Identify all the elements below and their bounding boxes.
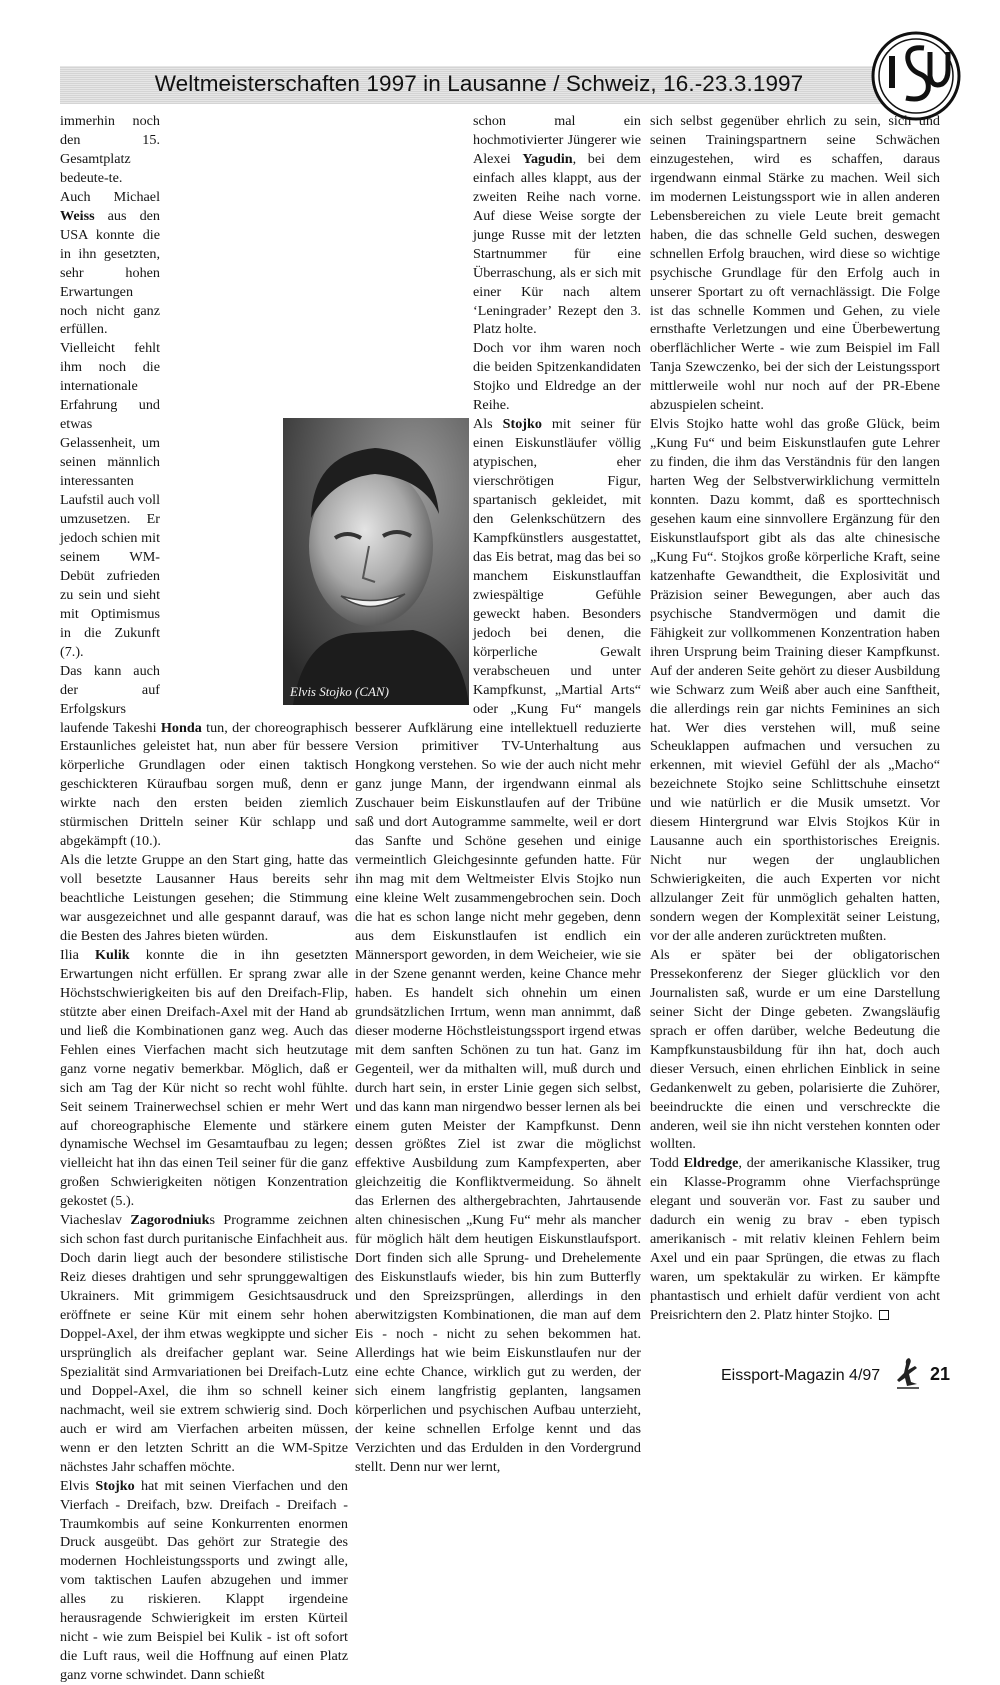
- footer-magazine: Eissport-Magazin 4/97: [721, 1367, 881, 1384]
- skater-name: Kulik: [95, 946, 130, 963]
- paragraph: schon mal ein hochmotivierter Jüngerer wie Alexei Yagudin, bei dem einfach alles klappt, aus der zweiten Reihe nach vorne. Auf diese Weise sorgte der junge Russe mit der letzten Startnummer für eine Überraschung, als er sich mit einer Kür nach altem ‘Leningrader’ Rezept den 3. Platz holte.: [473, 113, 641, 338]
- paragraph: Auch Michael Weiss aus den USA konnte die in ihn gesetzten, sehr hohen Erwartungen noch nicht ganz erfüllen. Vielleicht fehlt ihm noch die internationale Erfahrung und etwas Gelassenheit, um seinen männlich interessanten Laufstil auch voll umzusetzen. Er jedoch schien mit seinem WM-Debüt zufrieden zu sein und sieht mit Optimismus in die Zukunft (7.).: [60, 188, 160, 660]
- skater-name: Stojko: [95, 1477, 135, 1494]
- article-end-mark: [879, 1310, 889, 1320]
- photo-wrap-space: [355, 418, 467, 712]
- isu-logo: [870, 30, 962, 122]
- text-column-3: [650, 112, 940, 1325]
- paragraph: Viacheslav Zagorodniuks Programme zeichnen sich schon fast durch puritanische Einfachheit aus. Doch darin liegt auch der besondere stilistische Reiz dieses drahtigen und sehr sprunggewaltigen Ukrainers. Mit grimmigem Gesichtsausdruck eröffnete er seine Kür mit einem sehr hohen Doppel-Axel, der ihm etwas wegkippte und sicher ursprünglich als dreifacher geplant war. Seine Spezialität sind Armvariationen bei Dreifach-Lutz und Doppel-Axel, die ihm so schnell keiner nachmacht, weil sie extrem schwierig sind. Doch auch er wird am Vierfachen arbeiten müssen, wenn er den letzten Schritt an die WM-Spitze nächstes Jahr schaffen möchte.: [60, 1212, 348, 1475]
- paragraph: Elvis Stojko hatte wohl das große Glück, beim „Kung Fu“ und beim Eiskunstlaufen gute Lehrer zu finden, die ihm das Verständnis für den langen harten Weg der Selbstverwirklichung vermitteln konnten. Dazu kommt, daß es sporttechnisch gesehen kaum eine sinnvollere Ergänzung für den Eiskunstlaufsport gibt als das alte chinesische „Kung Fu“. Stojkos große körperliche Kraft, seine katzenhafte Gewandtheit, die Explosivität und Präzision seiner Bewegungen, aber auch das psychische Standvermögen und damit die Fähigkeit zur vollkommenen Konzentration haben ihren Ursprung beim Training dieser Kampfkunst. Auf der anderen Seite gehört zu dieser Ausbildung wie Schwarz zum Weiß aber auch eine Sanftheit, die allerdings rein gar nichts Feminines an sich hat. Wer dies verstehen will, muß seine Scheuklappen aufmachen und versuchen zu erkennen, mit wieviel Gefühl der als „Macho“ bezeichnete Stojko seine Schlittschuhe einsetzt und wie natürlich er die Musik umsetzt. Vor diesem Hintergrund war Elvis Stojkos Kür in Lausanne auch ein sporthistorisches Ereignis. Nicht nur wegen der unglaublichen Schwierigkeiten, die auch Experten vor nicht allzulanger Zeit für unmöglich gehalten hatten, sondern wegen der Komplexität seiner Leistung, vor der alle anderen zurücktreten mußten.: [650, 416, 940, 944]
- paragraph: Als die letzte Gruppe an den Start ging, hatte das voll besetzte Lausanner Haus bereits sehr beachtliche Leistungen gesehen; die Stimmung war ausgezeichnet und alle gespannt darauf, was die Besten des Jahres bieten würden.: [60, 852, 348, 944]
- page-number: 21: [930, 1364, 951, 1384]
- skater-name: Stojko: [502, 416, 542, 433]
- skater-logo-icon: [895, 1356, 921, 1390]
- paragraph: Als Stojko mit seiner für einen Eiskunstläufer völlig atypischen, eher vierschrötigen Figur, spartanisch gekleidet, mit den Gelenkschützern des Kampfkünstlers ausgestattet, das Eis betrat, mag das bei so manchem Eiskunstlauffan zwiespältige Gefühle geweckt haben. Besonders jedoch bei denen, die körperliche Gewalt verabscheuen und unter Kampfkunst, „Martial Arts“ oder „Kung Fu“ mangels besserer Aufklärung eine intellektuell reduzierte Version primitiver TV-Unterhaltung aus Hongkong verstehen. So wie der auch nicht mehr ganz junge Mann, der irgendwann einmal als Zuschauer beim Eiskunstlaufen auf der Tribüne saß und dort Autogramme sammelte, weil er dort das Sanfte und Schöne gesehen und einige vermeintlich Gleichgesinnte gefunden hatte. Für ihn mag mit dem Weltmeister Elvis Stojko nun eine kleine Welt zusammengebrochen sein. Doch die hat es schon lange nicht mehr gegeben, denn aus dem Eiskunstlaufen ist endlich ein Männersport geworden, in dem Weicheier, wie sie in der Szene genannt werden, keine Chance mehr haben. Es handelt sich ohnehin um einen grundsätzlichen Irrtum, wenn man annimmt, daß dieser moderne Höchstleistungssport irgend etwas mit dem sanften Schönen zu tun hat. Ganz im Gegenteil, wer da mithalten will, muß durch und durch hart sein, in erster Linie gegen sich selbst, und das kann man nirgendwo besser lernen als bei einem guten Meister der Kampfkunst. Denn dessen größtes Ziel ist zwar die möglichst effektive Ausbildung zum Kampfexperten, aber gleichzeitig die Konfliktvermeidung. So ähnelt das Erlernen des althergebrachten, Jahrtausende alten chinesischen „Kung Fu“ mehr als mancher für möglich hält dem heutigen Eiskunstlaufsport. Dort finden sich alle Sprung- und Drehelemente des Eiskunstlaufs wieder, bis hin zum Butterfly und den Spreizsprüngen, allerdings in den aberwitzigsten Kombinationen, die man auf dem Eis - noch - nicht zu sehen bekommen hat. Allerdings hat wie beim Eiskunstlaufen nur der eine echte Chance, wirklich gut zu werden, der sich einem langfristig geplanten, langsamen körperlichen und psychischen Aufbau unterzieht, der keine schnellen Erfolge kennt und das Verzichten und das Erdulden in den Vordergrund stellt. Denn nur wer lernt,: [355, 416, 641, 1475]
- paragraph: sich selbst gegenüber ehrlich zu sein, sich und seinen Trainingspartnern seine Schwächen einzugestehen, wird es schaffen, daraus irgendwann einmal Stärke zu machen. Weil sich im modernen Leistungssport wie in allen anderen Lebensbereichen zu viele Leute breit gemacht haben, die das schnelle Geld suchen, deswegen schnellen Erfolg brauchen, wird diese so wichtige psychische Grundlage für den Erfolg auch in unserer Sportart zu oft vernachlässigt. Die Folge ist das schnelle Kommen und Gehen, zu viele ernsthafte Verletzungen und eine Überbewertung oberflächlicher Werte - wie zum Beispiel im Fall Tanja Szewczenko, bei der sich der Leistungssport mittlerweile wohl nur noch auf der PR-Ebene abzuspielen scheint.: [650, 113, 940, 414]
- skater-name: Weiss: [60, 207, 95, 224]
- paragraph: immerhin noch den 15. Gesamtplatz bedeute-te.: [60, 113, 160, 186]
- skater-name: Honda: [160, 719, 202, 736]
- photo-wrap-space: [160, 418, 348, 708]
- photo-caption: Elvis Stojko (CAN): [290, 684, 389, 699]
- skater-name: Eldredge: [683, 1155, 739, 1172]
- paragraph: Ilia Kulik konnte die in ihn gesetzten Erwartungen nicht erfüllen. Er sprang zwar alle Höchstschwierigkeiten bis auf den Dreifach-Flip, stützte aber einen Dreifach-Axel mit der Hand ab und ließ die Kombinationen ganz weg. Auch das Fehlen eines Vierfachen macht sich heutzutage ganz vorne negativ bemerkbar. Möglich, daß er sich am Tag der Kür nicht so recht wohl fühlte. Seit seinem Trainerwechsel schien er mehr Wert auf choreographische Elemente und stärkere dynamische Wechsel im Gesamtaufbau zu legen; vielleicht hat ihn das einen Teil seiner für die ganz großen Schwierigkeiten nötigen Konzentration gekostet (5.).: [60, 946, 348, 1210]
- paragraph: Doch vor ihm waren noch die beiden Spitzenkandidaten Stojko und Eldredge an der Reihe.: [473, 340, 641, 414]
- paragraph: Das kann auch der auf Erfolgskurs laufende Takeshi Honda tun, der choreographisch Erstaunliches geleistet hat, nun aber für bessere körperliche Grundlagen oder einen taktisch geschickteren Küraufbau sorgen muß, denn er wirkte nach den ersten beiden ziemlich stürmischen Dritteln seiner Kür schlapp und abgekämpft (10.).: [60, 662, 348, 850]
- paragraph: Als er später bei der obligatorischen Pressekonferenz der Sieger glücklich vor den Journalisten saß, wurde er um eine Darstellung seiner Sicht der Dinge gebeten. Zwangsläufig sprach er offen darüber, welche Bedeutung die Kampfkunstausbildung für ihn hat, doch auch dieser Versuch, einen ehrlichen Einblick in seine Gedankenwelt zu geben, polarisierte die Zuhörer, beeindruckte die einen und verschreckte die anderen, weil sie ihn nicht verstehen konnten oder wollten.: [650, 946, 940, 1153]
- text-column-2: [355, 112, 641, 1477]
- skater-name: Yagudin: [522, 150, 573, 167]
- paragraph: Elvis Stojko hat mit seinen Vierfachen und den Vierfach - Dreifach, bzw. Dreifach - Dreifach - Traumkombis auf seine Konkurrenten enormen Druck ausgeübt. Das gehört zur Strategie des modernen Hochleistungssports und zwingt alle, vom taktischen Laufen abzugehen und immer alles zu riskieren. Klappt irgendeine herausragende Schwierigkeit im ersten Kürteil nicht - wie zum Beispiel bei Kulik - ist oft sofort die Luft raus, weil die Hoffnung auf einen Platz ganz vorne schwindet. Dann schießt: [60, 1477, 349, 1684]
- page-header-title: Weltmeisterschaften 1997 in Lausanne / Schweiz, 16.-23.3.1997: [154, 71, 804, 96]
- text-column-1: [60, 112, 348, 1685]
- skater-name: Zagorodniuk: [130, 1212, 210, 1229]
- paragraph: Todd Eldredge, der amerikanische Klassiker, trug ein Klasse-Programm ohne Vierfachsprünge elegant und souverän vor. Fast zu sauber und dadurch ein wenig zu brav - eben typisch amerikanisch - mit relativ kleinen Fehlern beim Axel und ein paar Sprüngen, die etwas zu flach waren, um spektakulär zu wirken. Er kämpfte phantastisch und erhielt dafür verdient von acht Preisrichtern den 2. Platz hinter Stojko.: [650, 1155, 941, 1324]
